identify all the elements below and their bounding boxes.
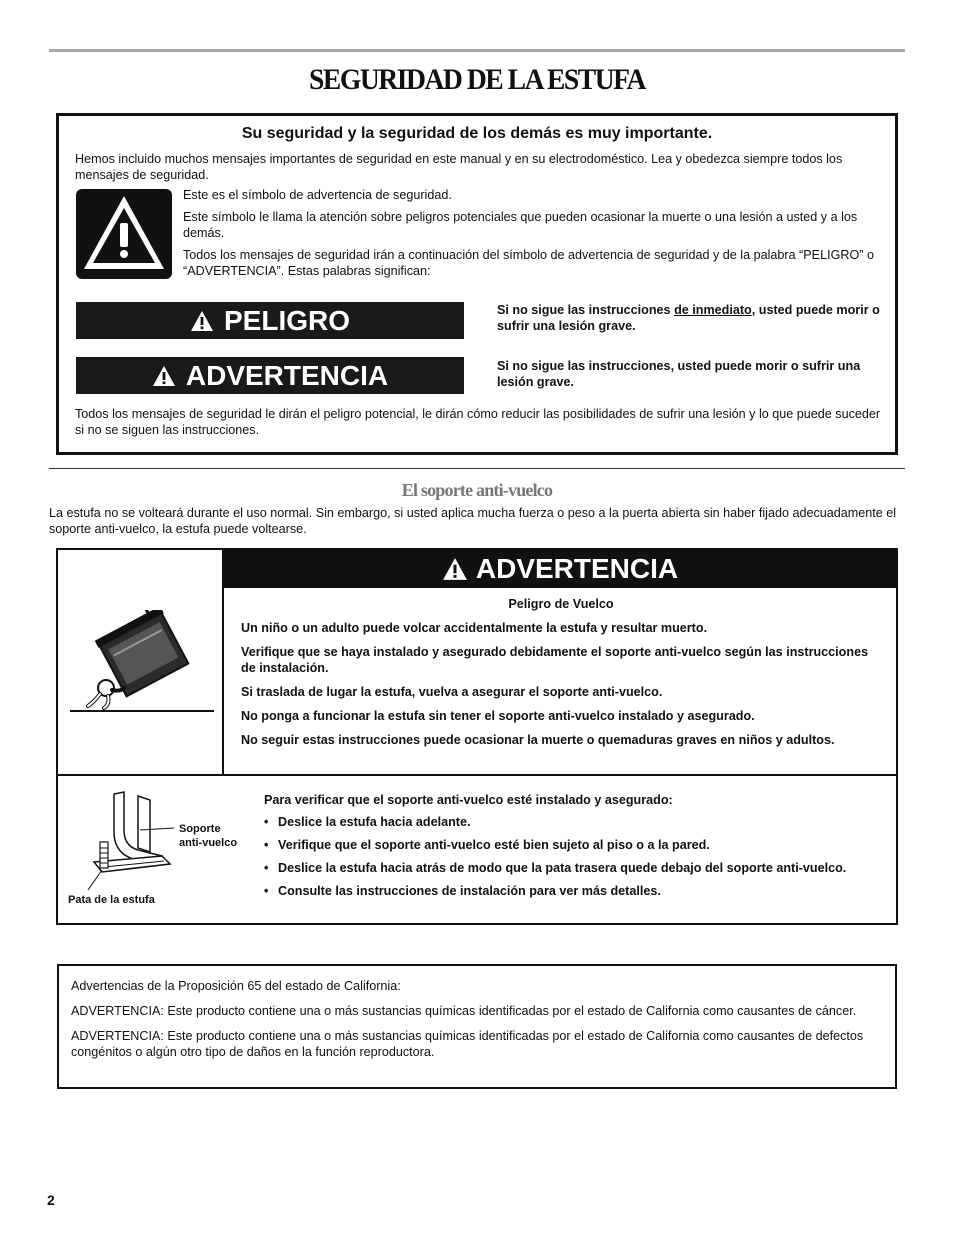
warning-line: Si traslada de lugar la estufa, vuelva a asegurar el soporte anti-vuelco. <box>241 685 663 699</box>
symbol-line-1: Este es el símbolo de advertencia de seguridad. <box>183 188 452 202</box>
safety-symbol-text <box>183 187 883 285</box>
warning-line: Verifique que se haya instalado y asegurado debidamente el soporte anti-vuelco según las instrucciones de instalación. <box>241 645 869 675</box>
peligro-desc-post: , usted puede morir o sufrir una lesión grave. <box>497 303 880 333</box>
list-item: • Verifique que el soporte anti-vuelco esté bien sujeto al piso o a la pared. <box>264 837 884 853</box>
prop65-text <box>71 978 881 1069</box>
peligro-description <box>497 302 887 334</box>
warning-triangle-icon <box>442 557 468 581</box>
warning-line: Un niño o un adulto puede volcar accidentalmente la estufa y resultar muerto. <box>241 621 708 635</box>
section-subtitle: El soporte anti-vuelco <box>401 480 553 500</box>
safety-alert-symbol-icon <box>76 189 172 279</box>
top-rule <box>49 49 905 52</box>
verification-instructions <box>264 792 884 906</box>
page-number: 2 <box>47 1192 55 1208</box>
divider <box>58 774 896 776</box>
warning-line: No ponga a funcionar la estufa sin tener el soporte anti-vuelco instalado y asegurado. <box>241 709 755 723</box>
peligro-desc-underlined: de inmediato <box>674 303 752 317</box>
advertencia-banner <box>224 550 896 588</box>
warning-line: No seguir estas instrucciones puede ocasionar la muerte o quemaduras graves en niños y adultos. <box>241 733 835 747</box>
warning-triangle-icon <box>152 365 176 387</box>
list-item: • Deslice la estufa hacia atrás de modo que la pata trasera quede debajo del soporte anti-vuelco. <box>264 860 884 876</box>
safety-footer: Todos los mensajes de seguridad le dirán el peligro potencial, le dirán cómo reducir las posibilidades de sufrir una lesión y lo que puede suceder si no se siguen las instrucciones. <box>75 407 881 437</box>
advertencia-label: ADVERTENCIA <box>185 359 389 391</box>
verify-intro: Para verificar que el soporte anti-vuelco esté instalado y asegurado: <box>264 793 673 807</box>
antitip-warning-box <box>56 548 898 925</box>
advertencia-label: ADVERTENCIA <box>475 553 679 584</box>
symbol-line-3: Todos los mensajes de seguridad irán a continuación del símbolo de advertencia de seguridad y de la palabra “PELIGRO” o “ADVERTENCIA”. Estas palabras significan: <box>183 248 874 278</box>
advertencia-description: Si no sigue las instrucciones, usted puede morir o sufrir una lesión grave. <box>497 359 861 389</box>
list-item: • Deslice la estufa hacia adelante. <box>264 814 884 830</box>
section-rule <box>49 468 905 469</box>
symbol-line-2: Este símbolo le llama la atención sobre peligros potenciales que pueden ocasionar la muerte o una lesión a usted y a los demás. <box>183 210 858 240</box>
prop65-line: Advertencias de la Proposición 65 del estado de California: <box>71 979 401 993</box>
safety-intro: Hemos incluido muchos mensajes importantes de seguridad en este manual y en su electrodoméstico. Lea y obedezca siempre todos los mensajes de seguridad. <box>75 152 843 182</box>
prop65-line: ADVERTENCIA: Este producto contiene una o más sustancias químicas identificadas por el estado de California como causantes de defectos congénitos o algún otro tipo de daños en la función reproductora. <box>71 1029 864 1059</box>
tipping-range-illustration <box>64 610 216 714</box>
warning-triangle-icon <box>190 310 214 332</box>
peligro-banner <box>76 302 464 339</box>
bracket-label <box>179 822 237 850</box>
advertencia-banner <box>76 357 464 394</box>
prop65-line: ADVERTENCIA: Este producto contiene una o más sustancias químicas identificadas por el estado de California como causantes de cáncer. <box>71 1004 857 1018</box>
bracket-label-line-2: anti-vuelco <box>179 837 238 849</box>
verify-steps-list <box>264 814 884 899</box>
peligro-label: PELIGRO <box>223 304 350 336</box>
prop65-box <box>57 964 897 1089</box>
peligro-desc-pre: Si no sigue las instrucciones <box>497 303 675 317</box>
antitip-paragraph: La estufa no se volteará durante el uso normal. Sin embargo, si usted aplica mucha fuerza o peso a la puerta abierta sin haber fijado adecuadamente el soporte anti-vuelco, la estufa puede voltearse. <box>49 506 897 536</box>
bracket-label-line-1: Soporte <box>179 823 221 835</box>
safety-heading: Su seguridad y la seguridad de los demás es muy importante. <box>241 125 713 142</box>
page-title: SEGURIDAD DE LA ESTUFA <box>309 63 645 96</box>
safety-message-box <box>56 113 898 455</box>
hazard-title: Peligro de Vuelco <box>508 597 614 611</box>
list-item: • Consulte las instrucciones de instalación para ver más detalles. <box>264 883 884 899</box>
anti-tip-bracket-illustration <box>74 790 174 890</box>
tip-over-warning-text <box>241 596 881 756</box>
leg-label: Pata de la estufa <box>68 894 155 906</box>
